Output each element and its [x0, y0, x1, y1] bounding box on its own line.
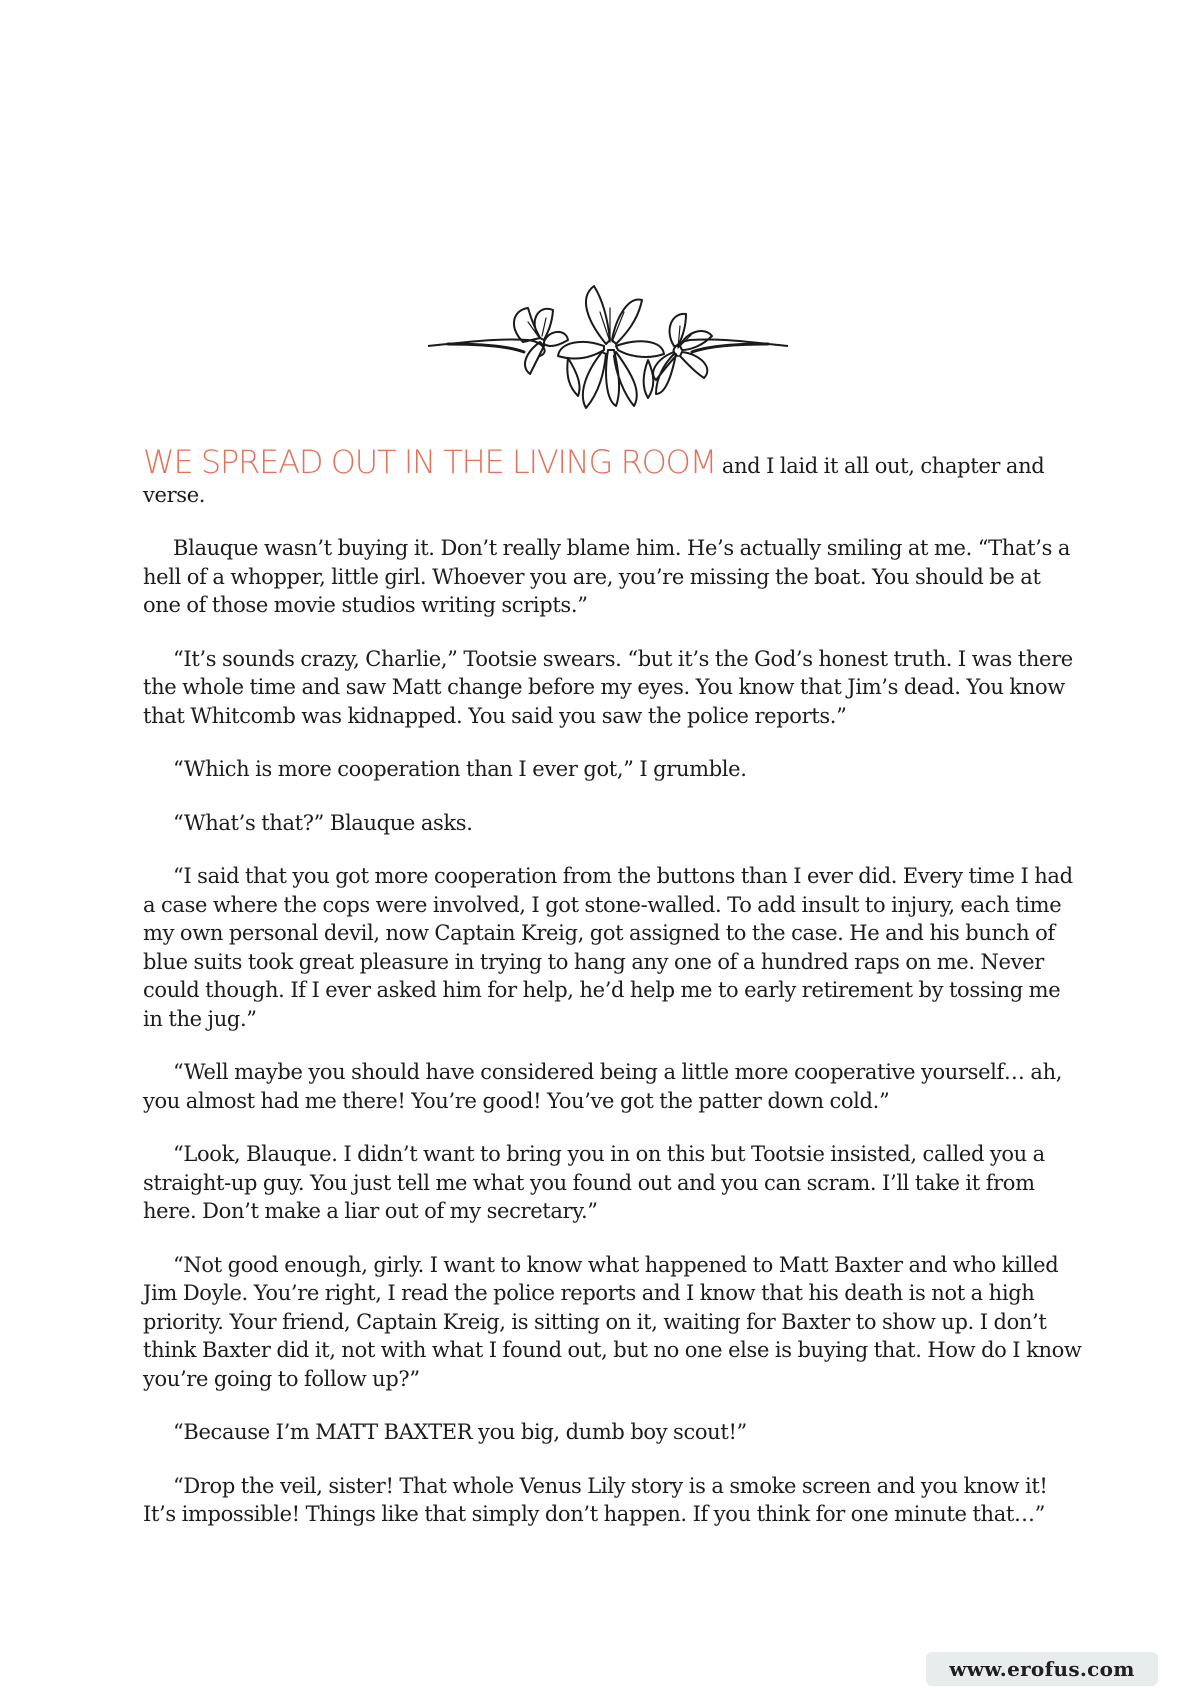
paragraph: “Look, Blauque. I didn’t want to bring you in on this but Tootsie insisted, called you a straight-up guy. You just tell me what you found out and you can scram. I’ll take it from here. Don’t make a liar out of my secretary.”	[143, 1142, 1045, 1223]
paragraph: “Drop the veil, sister! That whole Venus Lily story is a smoke screen and you know it! It’s impossible! Things like that simply don’t happen. If you think for one minute that…”	[143, 1473, 1048, 1526]
chapter-text	[143, 443, 1083, 1554]
paragraph: “Not good enough, girly. I want to know what happened to Matt Baxter and who killed Jim Doyle. You’re right, I read the police reports and I know that his death is not a high priority. Your friend, Captain Kreig, is sitting on it, waiting for Baxter to show up. I don’t think Baxter did it, not with what I found out, but no one else is buying that. How do I know you’re going to follow up?”	[143, 1252, 1082, 1391]
opening-paragraph-text: and I laid it all out, chapter and verse.	[143, 454, 1045, 507]
paragraph: “Because I’m MATT BAXTER you big, dumb boy scout!”	[173, 1420, 747, 1444]
opening-paragraph	[143, 443, 1083, 509]
paragraph: “I said that you got more cooperation from the buttons than I ever did. Every time I had a case where the cops were involved, I got stone-walled. To add insult to injury, each time my own personal devil, now Captain Kreig, got assigned to the case. He and his bunch of blue suits took great pleasure in trying to hang any one of a hundred raps on me. Never could though. If I ever asked him for help, he’d help me to early retirement by tossing me in the jug.”	[143, 864, 1073, 1031]
site-watermark: www.erofus.com	[926, 1652, 1158, 1686]
paragraph: “Well maybe you should have considered being a little more cooperative yourself… ah, you almost had me there! You’re good! You’ve got the patter down cold.”	[143, 1060, 1063, 1113]
paragraph: “Which is more cooperation than I ever got,” I grumble.	[173, 757, 747, 781]
paragraph: Blauque wasn’t buying it. Don’t really blame him. He’s actually smiling at me. “That’s a hell of a whopper, little girl. Whoever you are, you’re missing the boat. You should be at one of those movie studios writing scripts.”	[143, 536, 1070, 617]
paragraph: “It’s sounds crazy, Charlie,” Tootsie swears. “but it’s the God’s honest truth. I was there the whole time and saw Matt change before my eyes. You know that Jim’s dead. You know that Whitcomb was kidnapped. You said you saw the police reports.”	[143, 646, 1073, 728]
chapter-opener-heading: WE SPREAD OUT IN THE LIVING ROOM	[143, 443, 716, 481]
lily-flower-ornament-icon	[428, 282, 788, 422]
paragraph: “What’s that?” Blauque asks.	[173, 810, 473, 835]
